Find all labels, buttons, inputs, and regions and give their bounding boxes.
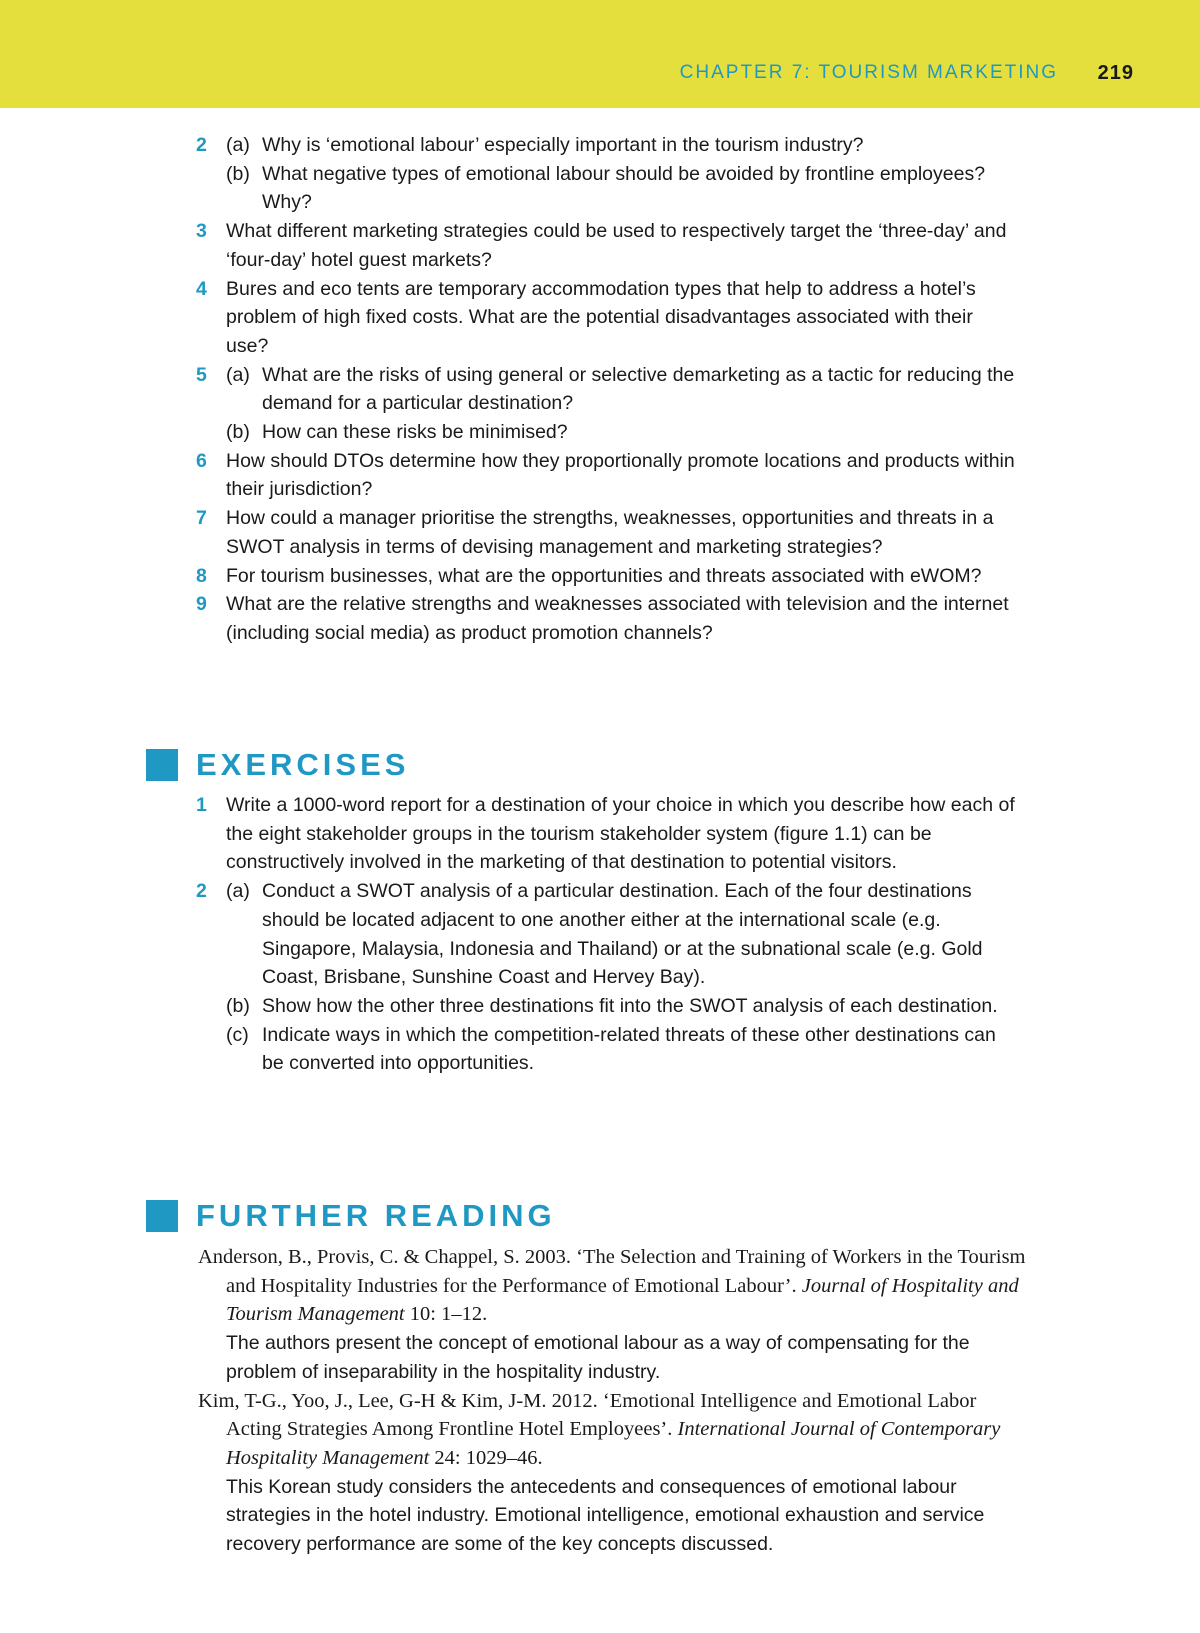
citation-authors: Kim, T-G., Yoo, J., Lee, G-H & Kim, J-M. 2012. ‘Emotional Intelligence and Emotional Labor Acting Strategies Among Frontline Hotel Employees’. bbox=[198, 1389, 977, 1441]
part-text: Why is ‘emotional labour’ especially important in the tourism industry? bbox=[262, 134, 864, 156]
question-number: 2 bbox=[196, 134, 207, 156]
part-label: (b) bbox=[226, 421, 250, 444]
question-item bbox=[196, 590, 1016, 647]
question-item bbox=[196, 131, 1016, 217]
part-label: (b) bbox=[226, 162, 250, 185]
reference-entry bbox=[198, 1387, 1028, 1559]
question-part bbox=[226, 361, 1016, 418]
part-text: Indicate ways in which the competition-related threats of these other destinations can be converted into opportunities. bbox=[262, 1023, 996, 1075]
citation-volume: 24: 1029–46. bbox=[434, 1446, 543, 1469]
question-text: How should DTOs determine how they proportionally promote locations and products within their jurisdiction? bbox=[226, 449, 1015, 501]
question-item bbox=[196, 504, 1016, 561]
section-title: FURTHER READING bbox=[196, 1198, 556, 1233]
exercise-number: 2 bbox=[196, 880, 207, 903]
exercise-part bbox=[226, 877, 1016, 992]
exercise-list bbox=[196, 791, 1016, 1078]
exercise-item bbox=[196, 877, 1016, 1078]
citation-annotation: This Korean study considers the antecedents and consequences of emotional labour strategies in the hotel industry. Emotional intelligence, emotional exhaustion and service recovery performance are some of the key concepts discussed. bbox=[226, 1475, 985, 1556]
reference-entry bbox=[198, 1243, 1028, 1387]
question-text: What are the relative strengths and weaknesses associated with television and the internet (including social media) as product promotion channels? bbox=[226, 593, 1009, 644]
question-number: 9 bbox=[196, 593, 207, 616]
part-text: What negative types of emotional labour should be avoided by frontline employees? Why? bbox=[262, 162, 986, 214]
question-number: 6 bbox=[196, 449, 207, 472]
part-text: Conduct a SWOT analysis of a particular destination. Each of the four destinations should be located adjacent to one another either at the international scale (e.g. Singapore, Malaysia, Indonesia and Thailand) or at the subnational scale (e.g. Gold Coast, Brisbane, Sunshine Coast and Hervey Bay). bbox=[262, 880, 983, 989]
citation-authors: Anderson, B., Provis, C. & Chappel, S. 2003. ‘The Selection and Training of Workers in the Tourism and Hospitality Industries for the Performance of Emotional Labour’. bbox=[198, 1246, 1026, 1297]
question-text: Bures and eco tents are temporary accommodation types that help to address a hotel’s problem of high fixed costs. What are the potential disadvantages associated with their use? bbox=[226, 277, 976, 357]
part-label: (c) bbox=[226, 1023, 249, 1046]
part-text: Show how the other three destinations fit into the SWOT analysis of each destination. bbox=[262, 994, 998, 1017]
heading-square-icon bbox=[146, 749, 178, 781]
question-text: For tourism businesses, what are the opportunities and threats associated with eWOM? bbox=[226, 564, 982, 587]
exercises-heading bbox=[146, 747, 409, 783]
question-part bbox=[226, 418, 1016, 447]
part-text: What are the risks of using general or selective demarketing as a tactic for reducing the demand for a particular destination? bbox=[262, 363, 1015, 415]
question-item bbox=[196, 217, 1016, 274]
exercise-part bbox=[226, 992, 1016, 1021]
citation-annotation: The authors present the concept of emotional labour as a way of compensating for the problem of inseparability in the hospitality industry. bbox=[226, 1332, 970, 1383]
part-label: (a) bbox=[226, 880, 250, 903]
exercise-part bbox=[226, 1021, 1016, 1078]
citation bbox=[198, 1243, 1028, 1329]
question-number: 7 bbox=[196, 507, 207, 530]
question-item bbox=[196, 562, 1016, 591]
header-band bbox=[0, 0, 1200, 108]
reference-list bbox=[198, 1243, 1028, 1559]
review-questions bbox=[196, 131, 1016, 648]
part-label: (b) bbox=[226, 994, 250, 1017]
question-number: 4 bbox=[196, 277, 207, 300]
exercise-text: Write a 1000-word report for a destination of your choice in which you describe how each of the eight stakeholder groups in the tourism stakeholder system (figure 1.1) can be constructively involved in the marketing of that destination to potential visitors. bbox=[226, 794, 1015, 874]
question-number: 3 bbox=[196, 220, 207, 243]
citation-volume: 10: 1–12. bbox=[409, 1303, 488, 1326]
question-item bbox=[196, 275, 1016, 361]
section-title: EXERCISES bbox=[196, 747, 410, 782]
further-reading-heading bbox=[146, 1198, 556, 1234]
question-part bbox=[226, 131, 1016, 160]
part-label: (a) bbox=[226, 134, 250, 156]
question-text: How could a manager prioritise the strengths, weaknesses, opportunities and threats in a SWOT analysis in terms of devising management and marketing strategies? bbox=[226, 507, 994, 558]
part-text: How can these risks be minimised? bbox=[262, 421, 568, 444]
citation bbox=[198, 1387, 1028, 1473]
question-number: 8 bbox=[196, 564, 207, 587]
page-number: 219 bbox=[1097, 62, 1134, 84]
citation-journal: Journal of Hospitality and Tourism Management bbox=[226, 1274, 1019, 1326]
question-number: 5 bbox=[196, 363, 207, 386]
exercise-item bbox=[196, 791, 1016, 877]
question-part bbox=[226, 160, 1016, 217]
citation-journal: International Journal of Contemporary Hospitality Management bbox=[226, 1418, 1001, 1469]
question-item bbox=[196, 361, 1016, 447]
part-label: (a) bbox=[226, 363, 250, 386]
question-text: What different marketing strategies could be used to respectively target the ‘three-day’ and ‘four-day’ hotel guest markets? bbox=[226, 220, 1007, 271]
running-head: CHAPTER 7: TOURISM MARKETING bbox=[679, 62, 1058, 83]
question-item bbox=[196, 447, 1016, 504]
heading-square-icon bbox=[146, 1200, 178, 1232]
exercise-number: 1 bbox=[196, 794, 207, 816]
